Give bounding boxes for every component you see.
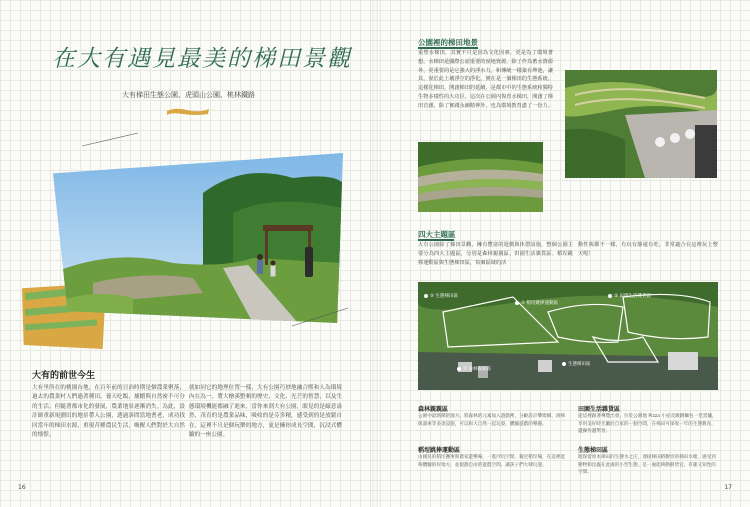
section-title: 四大主題區 bbox=[418, 230, 456, 239]
aerial-park-photo bbox=[565, 70, 717, 178]
park-path-photo bbox=[53, 153, 343, 323]
page-number: 17 bbox=[724, 484, 732, 491]
body-paragraph: 動性與都不一樣，有玩有靜還有吃，非常適合在這裡玩上整天呢！ bbox=[578, 242, 718, 257]
sketch-line-icon bbox=[80, 130, 140, 150]
terrace-field-photo bbox=[418, 142, 543, 212]
zone-title: 生態梯田區 bbox=[578, 447, 609, 454]
zone-text: 由國民的稻埕賽事與農家遊樂場，一進沙坑空間，親近稻埕場，在這裡能夠體驗的好地方，並規劃自由的遊戲空間，讓孩子們大肆玩耍。 bbox=[418, 455, 566, 468]
yellow-tape-icon bbox=[165, 106, 211, 116]
page-subtitle: 大有梯田生態公園、虎頭山公園、桃林鐵路 bbox=[122, 91, 255, 99]
body-paragraph: 大有公園除了梯田景觀，擁有豐富的遊戲與休憩設施，整個公園主要分為四大主題區，分別是森林親親區、田園生活雜貨區、稻埕跳捧運動區與生態梯田區，每個區域的活 bbox=[418, 242, 573, 266]
body-paragraph: 就如同它的地理位置一樣，大有公園巧妙地融合熙和人為環境內在為一，將大檜溪整頓的歷史、文化、光芒的智慧，以及生態環境機能都融了進來，當你來到大有公園，眼見的是綠意盎然，茂育的是農業品味，吸收的是芬多精，感受到的是放鬆自在，這裡不只是個玩樂的地方，更是擁你成長空間，沉浸式體驗的一座公園。 bbox=[189, 385, 342, 439]
map-callout: ⑤ 生態梯田區 bbox=[424, 293, 458, 299]
zone-title: 田園生活雜貨區 bbox=[578, 406, 621, 413]
zone-text: 公園中最熱鬧的地方。將森林的元素加入遊戲裡，分齡設計攀爬網、滑梯與溜索等多項設施，可以和大自然一起玩耍，體驗遊戲的樂趣。 bbox=[418, 414, 566, 427]
map-callout: ③ 森林親親區 bbox=[457, 366, 491, 372]
right-page bbox=[375, 0, 750, 507]
section-title: 大有的前世今生 bbox=[32, 371, 96, 381]
sketch-line-icon bbox=[290, 300, 350, 330]
zone-title: 森林親親區 bbox=[418, 406, 449, 413]
body-paragraph: 大有里所在的桃園台地，在百年前的日治時期是個農業聚落，過去的農業村人們過著種田、養天吃飯、捕蝦與自然密不可分的生活。但隨著都市化的發展，農業地景逐漸消失。為此，設計師重新規劃田的地景帶入公園，透過訴問當地耆老，成功找回當年的梯田水源，重現昔種農民生活，喚醒人們對於大自然的憧憬。 bbox=[32, 385, 185, 439]
page-number: 16 bbox=[18, 484, 26, 491]
zone-text: 既保留原本梯田的生態水之庄，連接梯田稻樹旁的梯田水塘，感受到動物和昆蟲在此處的小型生態。是一處能夠動靜皆宜、有趣又知性的空間。 bbox=[578, 455, 716, 476]
map-callout: ② 田園生活雜貨區 bbox=[608, 293, 651, 299]
zone-title: 稻埕跳捧運動區 bbox=[418, 447, 461, 454]
section-title: 公園裡的梯田地景 bbox=[418, 38, 478, 47]
map-callout: ① 稻埕跳捧運動區 bbox=[515, 300, 558, 306]
aerial-map-photo bbox=[418, 282, 718, 390]
page-title: 在大有遇見最美的梯田景觀 bbox=[52, 46, 352, 72]
zone-text: 從這裡跟著導覽出發，位於公園地 Pizza 小屋及跳跳麵包一堂窯爐，享用美好時光屬於自家的一個空間，在梯田可採收一年的生態教育，邊操作邊學習。 bbox=[578, 414, 717, 435]
body-paragraph: 重塑水梯田，其實不只是因為文化因素，更是為了環境著想。水梯田是國際公認重要的溼地資源，除了作為蓄水資源外，更重要的是它強大的淨水力。和傳統一樣築有埤池，讓其，溼於此土壤淨空的淨化，實在是一個梯田的生態系統。這樣化梯田，開創梯田的延續，是都市中的生態系統和獨特生物多樣性的大功臣。這次在公園內復育水梯田，開創了梯田首創，除了實踐永續精神外，也為環境教育盡了一份力。 bbox=[418, 50, 553, 109]
map-callout: 生態梯田區 bbox=[562, 361, 591, 367]
